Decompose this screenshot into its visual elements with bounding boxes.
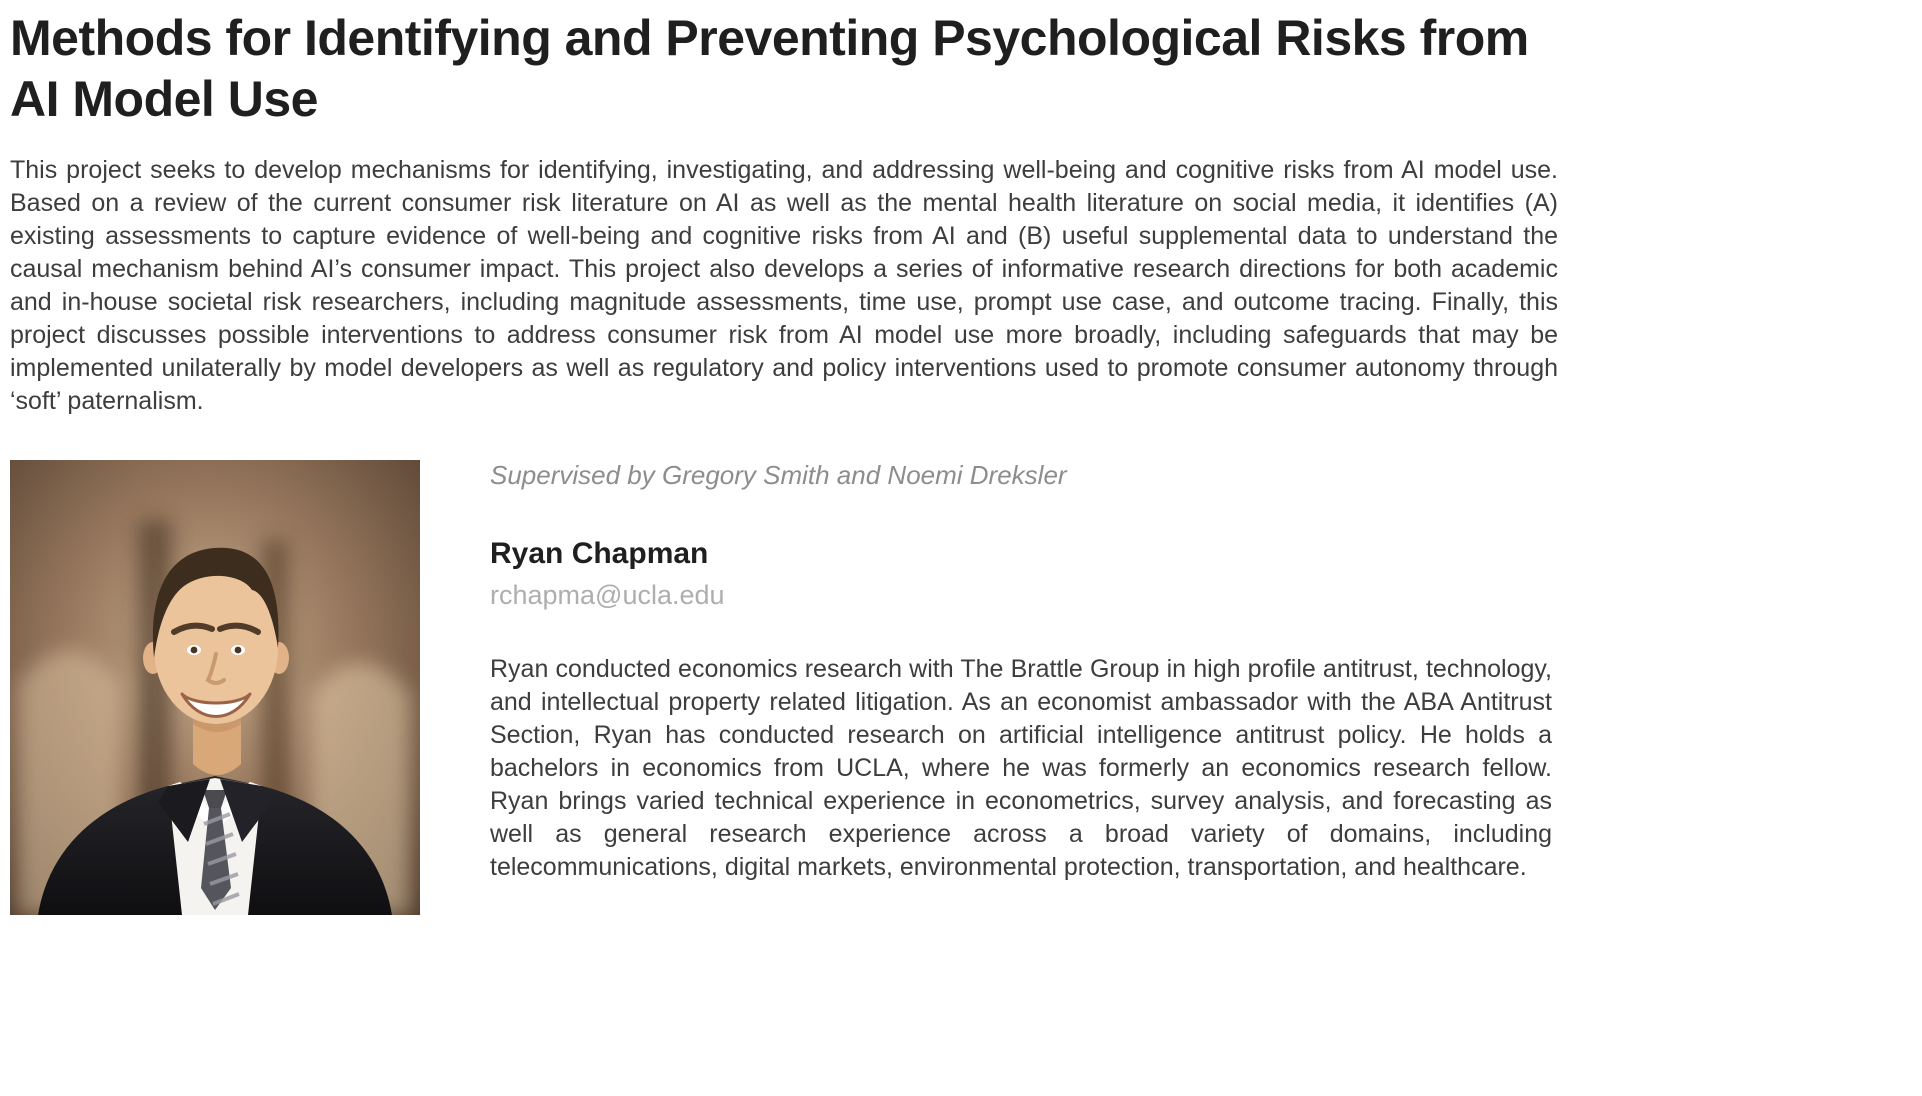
- project-abstract: This project seeks to develop mechanisms for identifying, investigating, and addressing well-being and cognitive risks from AI model use. Based on a review of the current consumer risk literature on AI as well as the mental health literature on social media, it identifies (A) existing assessments to capture evidence of well-being and cognitive risks from AI and (B) useful supplemental data to understand the causal mechanism behind AI’s consumer impact. This project also develops a series of informative research directions for both academic and in-house societal risk researchers, including magnitude assessments, time use, prompt use case, and outcome tracing. Finally, this project discusses possible interventions to address consumer risk from AI model use more broadly, including safeguards that may be implemented unilaterally by model developers as well as regulatory and policy interventions used to promote consumer autonomy through ‘soft’ paternalism.: [10, 156, 1558, 415]
- page-title: Methods for Identifying and Preventing Psychological Risks from AI Model Use: [10, 10, 1529, 127]
- portrait-photo-illustration: [10, 460, 420, 915]
- profile-photo: [10, 460, 420, 915]
- person-bio: Ryan conducted economics research with The Brattle Group in high profile antitrust, technology, and intellectual property related litigation. As an economist ambassador with the ABA Antitrust Section, Ryan has conducted research on artificial intelligence antitrust policy. He holds a bachelors in economics from UCLA, where he was formerly an economics research fellow. Ryan brings varied technical experience in econometrics, survey analysis, and forecasting as well as general research experience across a broad variety of domains, including telecommunications, digital markets, environmental protection, transportation, and healthcare.: [490, 655, 1552, 881]
- person-details: [490, 460, 1552, 884]
- person-name: Ryan Chapman: [490, 537, 709, 570]
- supervised-by-line: Supervised by Gregory Smith and Noemi Dreksler: [490, 460, 1067, 490]
- profile-section: [10, 460, 1558, 915]
- email-link[interactable]: rchapma@ucla.edu: [490, 580, 725, 610]
